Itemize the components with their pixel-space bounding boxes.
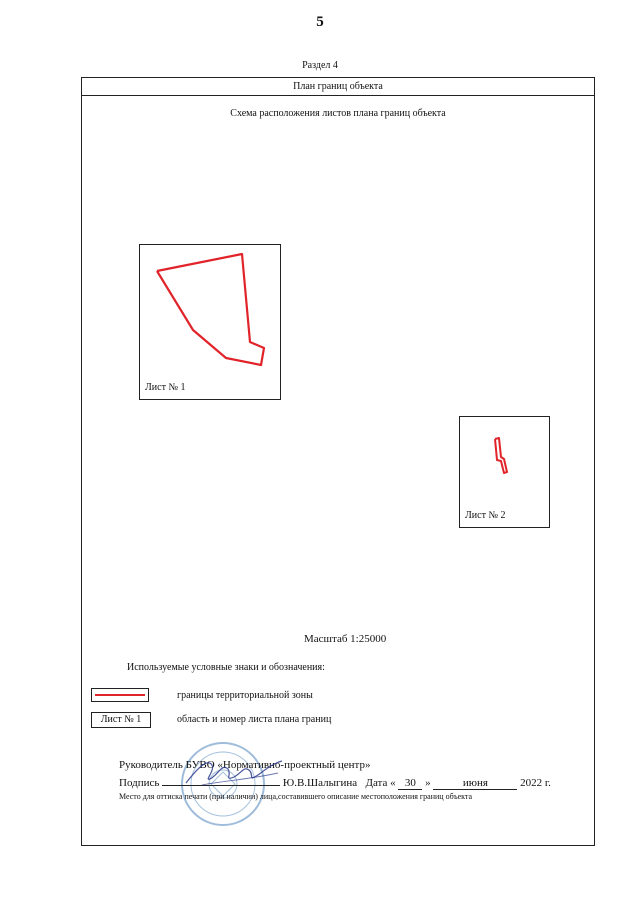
scale-label: Масштаб 1:25000	[304, 633, 387, 645]
date-day-close: »	[425, 777, 431, 789]
legend-zone-border-swatch	[91, 688, 149, 702]
date-label: Дата «	[365, 777, 396, 789]
legend-title: Используемые условные знаки и обозначения:	[127, 662, 325, 673]
date-year: 2022 г.	[520, 777, 551, 789]
scheme-title: Схема расположения листов плана границ объекта	[230, 108, 446, 119]
signer-name: Ю.В.Шалыгина	[282, 777, 358, 789]
date-day: 30	[398, 777, 422, 790]
date-month: июня	[433, 777, 517, 790]
sheet-1-box	[139, 244, 281, 400]
sheet-1-label: Лист № 1	[145, 382, 186, 393]
stamp-note: Место для оттиска печати (при наличии) лица,составившего описание местоположения границ объекта	[119, 792, 473, 801]
frame-title: План границ объекта	[82, 78, 594, 96]
sign-label: Подпись	[119, 777, 160, 789]
section-label: Раздел 4	[302, 60, 338, 71]
page-number: 5	[316, 14, 324, 30]
handwritten-signature	[182, 755, 292, 791]
legend-zone-border-text: границы территориальной зоны	[177, 690, 313, 701]
sheet-2-box	[459, 416, 550, 528]
boundary-plan-frame	[81, 77, 595, 846]
sheet-1-zone-outline	[140, 245, 282, 401]
legend-sheet-area-text: область и номер листа плана границ	[177, 714, 332, 725]
manager-line: Руководитель БУВО «Нормативно-проектный центр»	[119, 759, 371, 771]
legend-sheet-box: Лист № 1	[91, 712, 151, 728]
sheet-2-label: Лист № 2	[465, 510, 506, 521]
